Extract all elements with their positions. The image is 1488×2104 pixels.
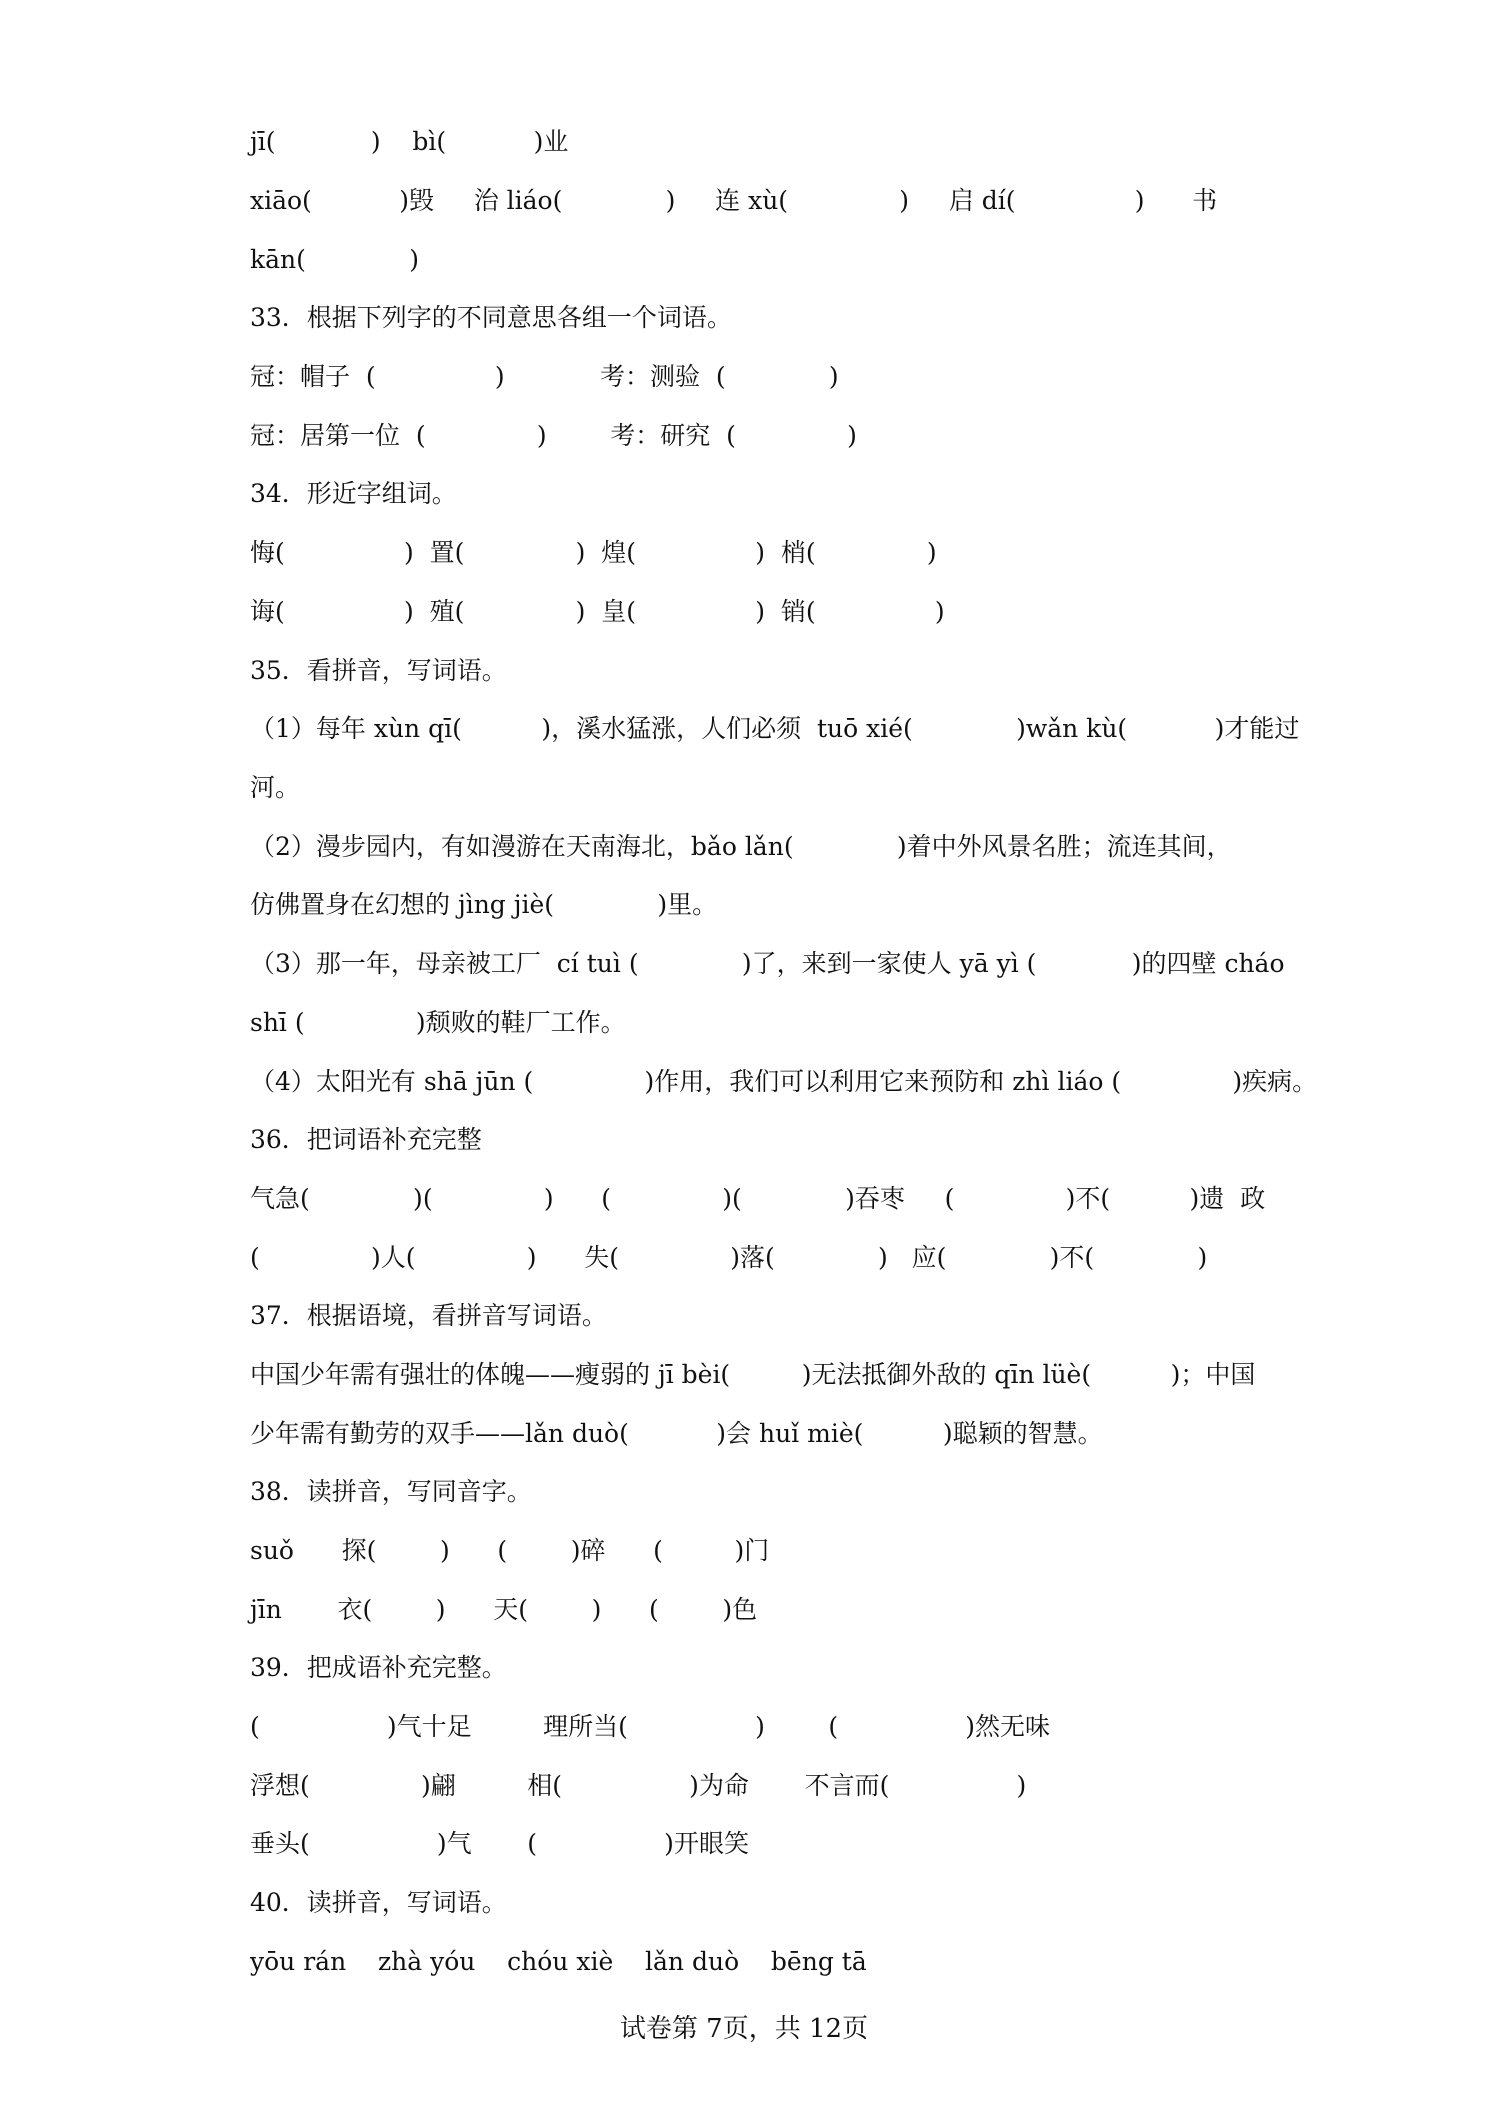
q38-row-1: suǒ 探( ) ( )碎 ( )门 [250,1536,770,1565]
q35-item-2: （2）漫步园内，有如漫游在天南海北，bǎo lǎn( )着中外风景名胜；流连其间， [250,832,1232,861]
q33-row-2: 冠：居第一位 ( ) 考：研究 ( ) [250,421,857,450]
q37-heading: 37．根据语境，看拼音写词语。 [250,1301,607,1330]
q37-text-1: 中国少年需有强壮的体魄——瘦弱的 jī bèi( )无法抵御外敌的 qīn lüè( )；中国 [250,1360,1256,1389]
q36-heading: 36．把词语补充完整 [250,1125,482,1154]
q35-item-3: （3）那一年，母亲被工厂 cí tuì ( )了，来到一家使人 yā yì ( )的四壁 cháo [250,949,1285,978]
q39-heading: 39．把成语补充完整。 [250,1653,507,1682]
q40-pinyin-row: yōu rán zhà yóu chóu xiè lǎn duò bēng tā [250,1947,867,1976]
q32-pinyin-line-3: kān( ) [250,245,419,274]
q35-item-4: （4）太阳光有 shā jūn ( )作用，我们可以利用它来预防和 zhì liáo ( )疾病。 [250,1067,1318,1096]
q33-heading: 33．根据下列字的不同意思各组一个词语。 [250,303,732,332]
q33-row-1: 冠：帽子 ( ) 考：测验 ( ) [250,362,839,391]
page-footer: 试卷第 7页，共 12页 [619,2014,869,2044]
q39-row-3: 垂头( )气 ( )开眼笑 [250,1829,749,1858]
q37-text-2: 少年需有勤劳的双手——lǎn duò( )会 huǐ miè( )聪颖的智慧。 [250,1419,1103,1448]
q35-item-2-cont: 仿佛置身在幻想的 jìng jiè( )里。 [250,890,718,919]
q34-heading: 34．形近字组词。 [250,479,457,508]
q34-row-1: 悔( ) 置( ) 煌( ) 梢( ) [250,538,937,567]
q35-item-3-cont: shī ( )颓败的鞋厂工作。 [250,1008,626,1037]
q35-item-1: （1）每年 xùn qī( )，溪水猛涨，人们必须 tuō xié( )wǎn kù( )才能过 [250,714,1300,743]
q39-row-2: 浮想( )翩 相( )为命 不言而( ) [250,1771,1027,1800]
q32-pinyin-line-2: xiāo( )毁 治 liáo( ) 连 xù( ) 启 dí( ) 书 [250,186,1218,215]
q36-row-2: ( )人( ) 失( )落( ) 应( )不( ) [250,1243,1208,1272]
q36-row-1: 气急( )( ) ( )( )吞枣 ( )不( )遗 政 [250,1184,1266,1213]
q40-heading: 40．读拼音，写词语。 [250,1888,507,1917]
q38-row-2: jīn 衣( ) 天( ) ( )色 [250,1595,758,1624]
q32-pinyin-line-1: jī( ) bì( )业 [250,127,569,156]
q38-heading: 38．读拼音，写同音字。 [250,1477,532,1506]
q35-heading: 35．看拼音，写词语。 [250,656,507,685]
q34-row-2: 诲( ) 殖( ) 皇( ) 销( ) [250,597,945,626]
q39-row-1: ( )气十足 理所当( ) ( )然无味 [250,1712,1051,1741]
q35-item-1-cont: 河。 [250,773,301,802]
